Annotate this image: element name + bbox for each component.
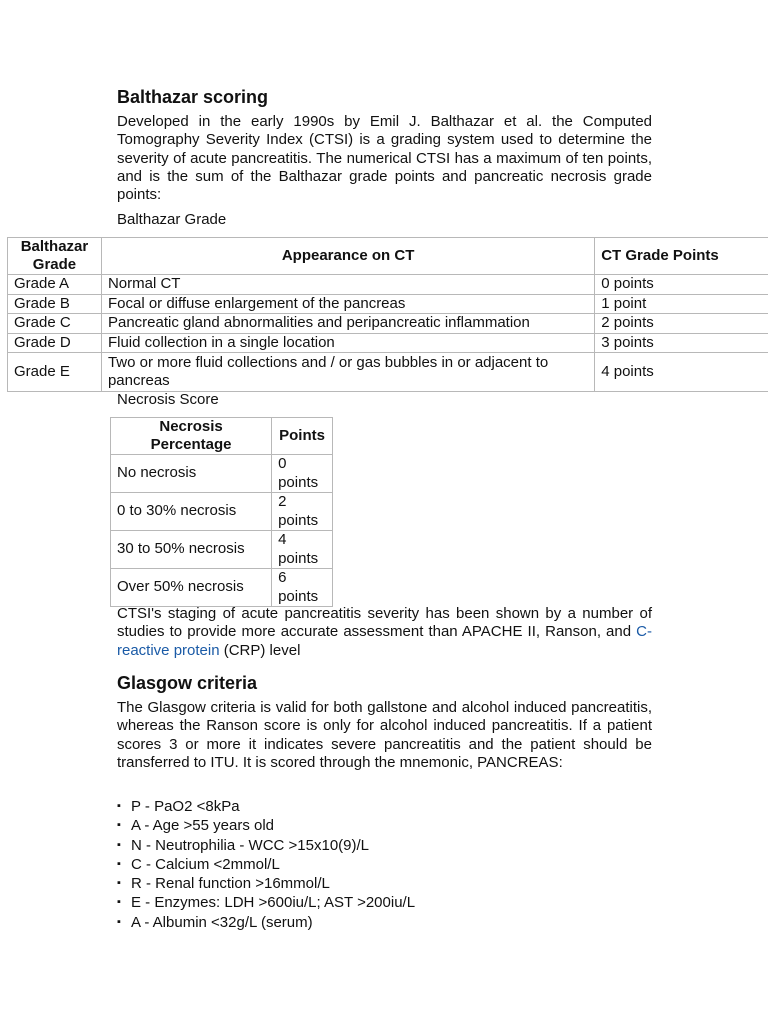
bullet-icon: ▪ [117, 877, 121, 890]
table-row [111, 569, 333, 607]
bullet-icon: ▪ [117, 915, 121, 928]
staging-text-end: (CRP) level [219, 641, 301, 659]
table-row [111, 531, 333, 569]
list-item: ▪ A - Age >55 years old [117, 817, 275, 835]
table-cell: 6 points [272, 569, 333, 607]
table-header-row [8, 238, 768, 275]
pancreas-mnemonic-list [117, 797, 652, 932]
list-item: ▪ P - PaO2 <8kPa [117, 798, 240, 815]
column-header: Necrosis Percentage [111, 418, 272, 455]
column-header: Points [272, 418, 333, 455]
bullet-icon: ▪ [117, 838, 121, 851]
necrosis-score-caption: Necrosis Score [117, 391, 219, 408]
list-item: ▪ E - Enzymes: LDH >600iu/L; AST >200iu/L [117, 894, 416, 912]
bullet-icon: ▪ [117, 800, 121, 812]
table-cell: Grade E [8, 353, 102, 392]
balthazar-grade-caption: Balthazar Grade [117, 211, 227, 228]
table-cell: Grade A [8, 275, 102, 295]
table-cell: 1 point [595, 294, 768, 314]
staging-text: CTSI's staging of acute pancreatitis severity has been shown by a number of studies to provide more accurate assessment than APACHE II, Ranson, and [117, 605, 652, 641]
list-item: ▪ N - Neutrophilia - WCC >15x10(9)/L [117, 836, 370, 854]
list-item: ▪ C - Calcium <2mmol/L [117, 855, 280, 873]
table-row [8, 333, 768, 353]
table-cell: Grade B [8, 294, 102, 314]
table-cell: 4 points [272, 531, 333, 569]
table-cell: 3 points [595, 333, 768, 353]
table-header-row [111, 418, 333, 455]
table-cell: 0 points [595, 275, 768, 295]
balthazar-grade-table [7, 237, 768, 392]
table-row [8, 294, 768, 314]
column-header: CT Grade Points [595, 238, 768, 275]
table-cell: 2 points [272, 493, 333, 531]
c-reactive-protein-link[interactable]: C-reactive protein [117, 623, 652, 659]
ctsi-staging-paragraph [117, 605, 652, 660]
table-cell: Normal CT [101, 275, 594, 295]
list-item: ▪ R - Renal function >16mmol/L [117, 875, 330, 893]
bullet-icon: ▪ [117, 819, 121, 832]
table-cell: Two or more fluid collections and / or gas bubbles in or adjacent to pancreas [101, 353, 594, 392]
balthazar-intro: Developed in the early 1990s by Emil J. Balthazar et al. the Computed Tomography Severity Index (CTSI) is a grading system used to determine the severity of acute pancreatitis. The numerical CTSI has a maximum of ten points, and is the sum of the Balthazar grade points and pancreatic necrosis grade points: [117, 113, 652, 204]
table-cell: 0 to 30% necrosis [111, 493, 272, 531]
bullet-icon: ▪ [117, 896, 121, 909]
bullet-icon: ▪ [117, 857, 121, 870]
table-cell: 0 points [272, 455, 333, 493]
table-cell: 4 points [595, 353, 768, 392]
table-row [8, 314, 768, 334]
table-row [111, 455, 333, 493]
table-cell: 30 to 50% necrosis [111, 531, 272, 569]
glasgow-title: Glasgow criteria [117, 673, 258, 693]
table-cell: Pancreatic gland abnormalities and peripancreatic inflammation [101, 314, 594, 334]
column-header: Balthazar Grade [8, 238, 102, 275]
table-row [111, 493, 333, 531]
table-row [8, 353, 768, 392]
table-cell: Grade C [8, 314, 102, 334]
table-cell: Over 50% necrosis [111, 569, 272, 607]
list-item: ▪ A - Albumin <32g/L (serum) [117, 913, 313, 931]
table-cell: Fluid collection in a single location [101, 333, 594, 353]
table-cell: No necrosis [111, 455, 272, 493]
necrosis-score-table [110, 417, 333, 607]
table-cell: 2 points [595, 314, 768, 334]
table-cell: Grade D [8, 333, 102, 353]
table-cell: Focal or diffuse enlargement of the pancreas [101, 294, 594, 314]
balthazar-title: Balthazar scoring [117, 87, 269, 107]
glasgow-intro: The Glasgow criteria is valid for both gallstone and alcohol induced pancreatitis, whereas the Ranson score is only for alcohol induced pancreatitis. If a patient scores 3 or more it indicates severe pancreatitis and the patient should be transferred to ITU. It is scored through the mnemonic, PANCREAS: [117, 699, 652, 771]
table-row [8, 275, 768, 295]
column-header: Appearance on CT [101, 238, 594, 275]
